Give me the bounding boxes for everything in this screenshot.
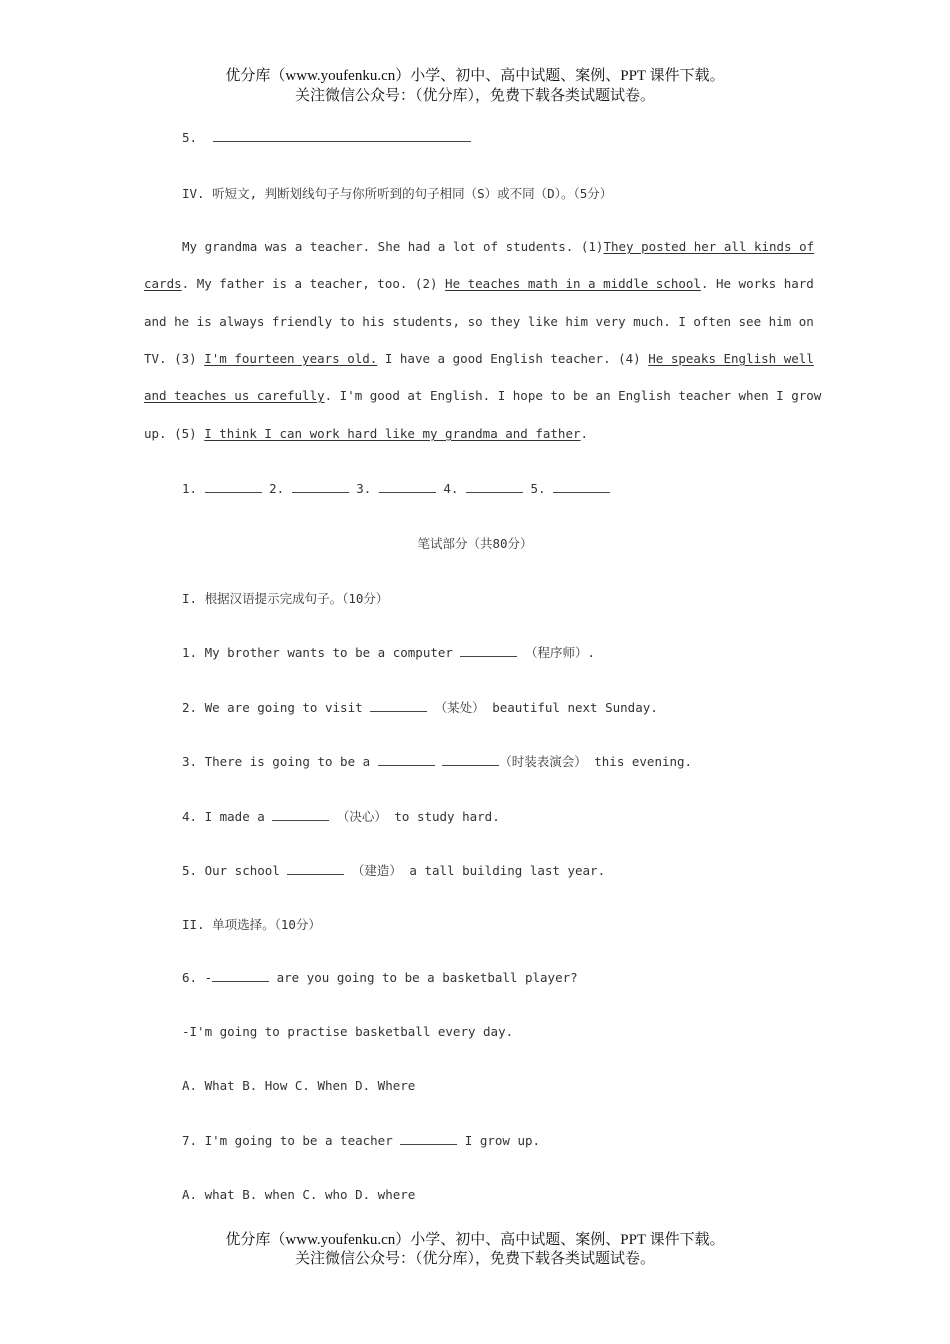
- question-text: 2. We are going to visit: [182, 700, 363, 715]
- answer-blanks-row: [182, 481, 610, 496]
- passage-text: My grandma was a teacher. She had a lot of students. (1): [182, 239, 604, 254]
- question-7: [182, 1133, 540, 1148]
- question-5: [182, 861, 605, 879]
- question-hint: （决心） to study hard.: [329, 809, 500, 824]
- question-1: [182, 643, 595, 661]
- passage-line-3: and he is always friendly to his students, so they like him very much. I often see him on: [144, 314, 814, 329]
- question-hint: （建造） a tall building last year.: [344, 863, 606, 878]
- passage-text: TV. (3): [144, 351, 205, 366]
- part-1-heading: I. 根据汉语提示完成句子。（10分）: [182, 591, 389, 606]
- answer-blank: [205, 481, 262, 493]
- prev-item-5-number: 5.: [182, 130, 198, 145]
- written-part-title: 笔试部分（共80分）: [417, 536, 533, 551]
- answer-blank: [378, 754, 435, 766]
- answer-blank: [212, 970, 269, 982]
- question-text: 4. I made a: [182, 809, 265, 824]
- passage-text: up. (5): [144, 426, 205, 441]
- question-text: 6. -: [182, 970, 213, 985]
- answer-number: 4.: [443, 481, 459, 496]
- underlined-sentence-1-end: cards: [144, 276, 182, 291]
- question-6-options: A. What B. How C. When D. Where: [182, 1078, 416, 1093]
- question-text: 1. My brother wants to be a computer: [182, 645, 453, 660]
- underlined-sentence-2: He teaches math in a middle school: [445, 276, 701, 291]
- answer-blank: [442, 754, 499, 766]
- question-text: I grow up.: [457, 1133, 541, 1148]
- passage-text: . I'm good at English. I hope to be an English teacher when I grow: [324, 388, 822, 403]
- answer-blank: [213, 130, 471, 142]
- passage-text: .: [580, 426, 589, 441]
- underlined-sentence-1: They posted her all kinds of: [603, 239, 815, 254]
- answer-blank: [460, 645, 517, 657]
- prev-item-5: [182, 130, 471, 145]
- underlined-sentence-5: I think I can work hard like my grandma and father: [204, 426, 581, 441]
- question-text: 5. Our school: [182, 863, 280, 878]
- answer-blank: [553, 481, 610, 493]
- footer-line-2: 关注微信公众号：（优分库），免费下载各类试题试卷。: [294, 1251, 655, 1267]
- answer-blank: [466, 481, 523, 493]
- passage-line-5: [144, 388, 821, 403]
- passage-line-2: [144, 276, 814, 291]
- passage-line-1: [182, 239, 814, 254]
- answer-number: 1.: [182, 481, 198, 496]
- question-text: are you going to be a basketball player?: [269, 970, 578, 985]
- answer-blank: [287, 863, 344, 875]
- passage-line-4: [144, 351, 814, 366]
- section-4-heading: IV. 听短文, 判断划线句子与你所听到的句子相同（S）或不同（D）。（5分）: [182, 186, 613, 201]
- question-4: [182, 807, 500, 825]
- passage-text: . My father is a teacher, too. (2): [181, 276, 446, 291]
- passage-line-6: [144, 426, 588, 441]
- answer-blank: [370, 700, 427, 712]
- question-text: 7. I'm going to be a teacher: [182, 1133, 393, 1148]
- question-hint: （时装表演会） this evening.: [499, 754, 693, 769]
- question-2: [182, 698, 658, 716]
- question-6-reply: -I'm going to practise basketball every day.: [182, 1024, 514, 1039]
- underlined-sentence-4-end: and teaches us carefully: [144, 388, 325, 403]
- passage-text: I have a good English teacher. (4): [377, 351, 649, 366]
- header-line-2: 关注微信公众号：（优分库），免费下载各类试题试卷。: [294, 88, 655, 104]
- answer-number: 3.: [356, 481, 372, 496]
- answer-blank: [379, 481, 436, 493]
- question-hint: （程序师）.: [517, 645, 596, 660]
- underlined-sentence-3: I'm fourteen years old.: [204, 351, 378, 366]
- question-7-options: A. what B. when C. who D. where: [182, 1187, 416, 1202]
- question-text: 3. There is going to be a: [182, 754, 371, 769]
- passage-text: . He works hard: [700, 276, 814, 291]
- underlined-sentence-4: He speaks English well: [648, 351, 814, 366]
- question-3: [182, 752, 692, 770]
- part-2-heading: II. 单项选择。（10分）: [182, 917, 321, 932]
- question-6: [182, 970, 578, 985]
- answer-number: 5.: [530, 481, 546, 496]
- question-hint: （某处） beautiful next Sunday.: [427, 700, 658, 715]
- answer-number: 2.: [269, 481, 285, 496]
- answer-blank: [272, 809, 329, 821]
- answer-blank: [292, 481, 349, 493]
- header-line-1: 优分库（www.youfenku.cn）小学、初中、高中试题、案例、PPT 课件下载。: [225, 68, 725, 84]
- answer-blank: [400, 1133, 457, 1145]
- footer-line-1: 优分库（www.youfenku.cn）小学、初中、高中试题、案例、PPT 课件下载。: [225, 1232, 725, 1248]
